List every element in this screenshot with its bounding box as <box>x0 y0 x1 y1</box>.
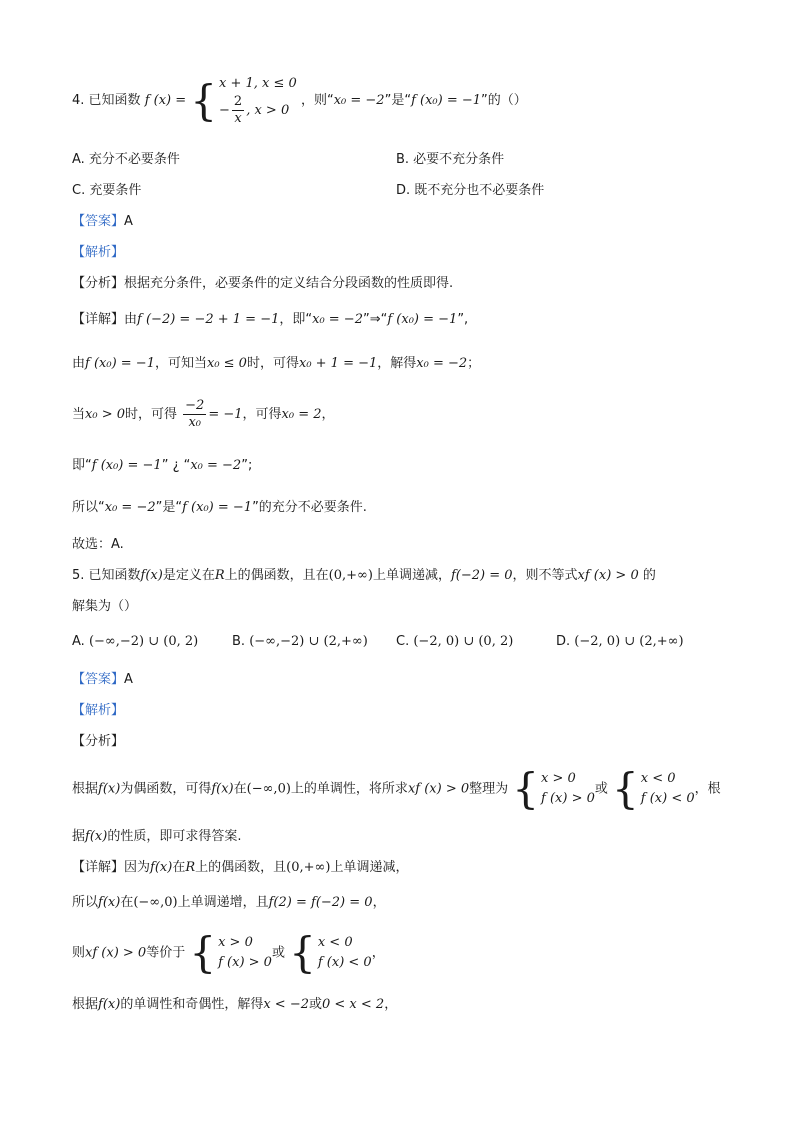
q5-detail-1: 【详解】因为f(x)在R上的偶函数，且(0,+∞)上单调递减， <box>72 860 409 875</box>
q4-fraction: $\frac{-2}{\text{x₀}}$ <box>185 398 205 430</box>
q4-detail-1: 【详解】由f (−2) = −2 + 1 = −1，即“x₀ = −2”⇒“f (x₀) = −1”, <box>72 312 469 327</box>
q5-fenxi-2: 据f(x)的性质，即可求得答案. <box>72 829 242 844</box>
q4-answer: 【答案】A <box>72 214 133 229</box>
q4-option-b: B. 必要不充分条件 <box>396 152 505 167</box>
q4-piecewise <box>190 74 297 127</box>
q4-fx: f (x) = <box>144 93 187 108</box>
q5-option-c: C. (−2, 0) ∪ (0, 2) <box>396 634 514 649</box>
q4-detail-2: 由f (x₀) = −1，可知当x₀ ≤ 0时，可得x₀ + 1 = −1，解得x₀ = −2； <box>72 356 481 371</box>
q4-detail-5: 所以“x₀ = −2”是“f (x₀) = −1”的充分不必要条件. <box>72 500 367 515</box>
q5-detail-4: 根据f(x)的单调性和奇偶性，解得x < −2或0 < x < 2， <box>72 997 398 1012</box>
q4-option-c: C. 充要条件 <box>72 183 142 198</box>
q5-fenxi-1: 根据f(x)为偶函数，可得f(x)在(−∞,0)上的单调性，将所求xf (x) > 0整理为 { x > 0 f (x) > 0 或 { x < 0 f (x) < 0 ，根 <box>72 764 721 813</box>
q5-stem-2: 解集为（） <box>72 599 138 614</box>
q5-system-2: { x < 0 f (x) < 0 <box>612 764 695 813</box>
q5-system-4: { x < 0 f (x) < 0 <box>289 928 372 977</box>
q4-choose: 故选：A. <box>72 537 124 552</box>
q4-option-a: A. 充分不必要条件 <box>72 152 180 167</box>
q4-detail-3: 当x₀ > 0时，可得 $\frac{-2}{\text{x₀}}$ = −1，可得x₀ = 2， <box>72 398 335 430</box>
q5-detail-2: 所以f(x)在(−∞,0)上单调递增，且f(2) = f(−2) = 0， <box>72 895 386 910</box>
q5-detail-3: 则xf (x) > 0等价于 { x > 0 f (x) > 0 或 { x < 0 f (x) < 0 ， <box>72 928 385 977</box>
q4-brace: { <box>190 75 218 125</box>
q4-detail-4: 即“f (x₀) = −1” ¿ “x₀ = −2”; <box>72 458 253 473</box>
q5-analysis-tag: 【解析】 <box>72 703 125 718</box>
q5-system-1: { x > 0 f (x) > 0 <box>512 764 595 813</box>
q4-case2: − $\frac{2}{x}$ , x > 0 <box>219 94 290 126</box>
q5-option-d: D. (−2, 0) ∪ (2,+∞) <box>556 634 684 649</box>
q4-analysis-tag: 【解析】 <box>72 245 125 260</box>
q5-option-b: B. (−∞,−2) ∪ (2,+∞) <box>232 634 368 649</box>
q5-stem: 5. 已知函数f(x)是定义在R上的偶函数，且在(0,+∞)上单调递减，f(−2) = 0，则不等式xf (x) > 0 的 <box>72 568 656 583</box>
q5-system-3: { x > 0 f (x) > 0 <box>189 928 272 977</box>
q4-option-d: D. 既不充分也不必要条件 <box>396 183 545 198</box>
q4-stem: 4. 已知函数 f (x) = { x + 1, x ≤ 0 − $\frac{2}{x}$ , x > 0 ，则“x₀ = −2”是“f (x₀) = −1”的（） <box>72 75 527 126</box>
q5-fenxi-tag: 【分析】 <box>72 734 125 749</box>
q4-fenxi: 【分析】根据充分条件，必要条件的定义结合分段函数的性质即得. <box>72 276 454 291</box>
q5-option-a: A. (−∞,−2) ∪ (0, 2) <box>72 634 199 649</box>
q4-number: 4. 已知函数 <box>72 93 141 108</box>
q4-case1: x + 1, x ≤ 0 <box>219 76 297 91</box>
q5-answer: 【答案】A <box>72 672 133 687</box>
